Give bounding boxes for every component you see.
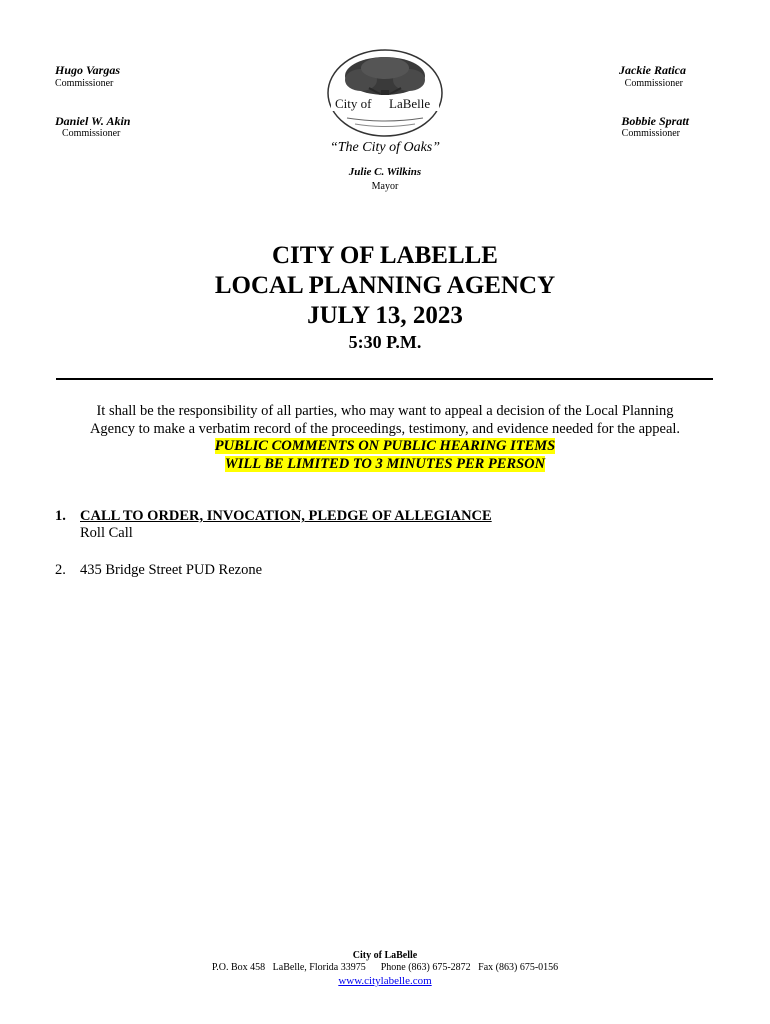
official-role: Commissioner: [62, 128, 121, 139]
public-comment-notice-2: WILL BE LIMITED TO 3 MINUTES PER PERSON: [224, 456, 546, 472]
agenda-item-title: 435 Bridge Street PUD Rezone: [80, 562, 263, 578]
notice-line-1: It shall be the responsibility of all parties, who may want to appeal a decision of the Local Planning: [96, 403, 674, 419]
official-name-jackie-ratica: Jackie Ratica: [619, 63, 686, 77]
meeting-time: 5:30 P.M.: [348, 332, 422, 352]
mayor-role: Mayor: [371, 181, 399, 192]
public-comment-notice-1: PUBLIC COMMENTS ON PUBLIC HEARING ITEMS: [214, 438, 556, 454]
agenda-item: 1. CALL TO ORDER, INVOCATION, PLEDGE OF ALLEGIANCE: [55, 508, 492, 524]
official-role: Commissioner: [621, 128, 680, 139]
agenda-item-sub: Roll Call: [80, 525, 133, 541]
website-link[interactable]: www.citylabelle.com: [338, 975, 432, 987]
mayor-name: Julie C. Wilkins: [348, 166, 422, 178]
city-seal-logo: [325, 48, 445, 140]
official-name-hugo-vargas: Hugo Vargas: [55, 63, 121, 77]
title-date: JULY 13, 2023: [307, 302, 463, 329]
notice-line-2: Agency to make a verbatim record of the proceedings, testimony, and evidence needed for the appeal.: [89, 421, 681, 437]
city-motto: “The City of Oaks”: [329, 140, 441, 155]
official-role: Commissioner: [55, 78, 114, 89]
official-name-daniel-akin: Daniel W. Akin: [55, 114, 131, 128]
official-name-bobbie-spratt: Bobbie Spratt: [621, 114, 689, 128]
title-agency: LOCAL PLANNING AGENCY: [214, 272, 556, 299]
agenda-item: 2. 435 Bridge Street PUD Rezone: [55, 562, 263, 578]
footer-org: City of LaBelle: [352, 950, 418, 961]
svg-text:LaBelle: LaBelle: [389, 96, 431, 111]
footer-address: P.O. Box 458 LaBelle, Florida 33975 Phone (863) 675-2872 Fax (863) 675-0156: [211, 962, 559, 973]
title-city: CITY OF LABELLE: [272, 242, 498, 269]
divider-rule: [56, 378, 713, 380]
official-role: Commissioner: [624, 78, 683, 89]
agenda-item-title: CALL TO ORDER, INVOCATION, PLEDGE OF ALLEGIANCE: [80, 508, 492, 524]
svg-text:City of: City of: [335, 96, 372, 111]
